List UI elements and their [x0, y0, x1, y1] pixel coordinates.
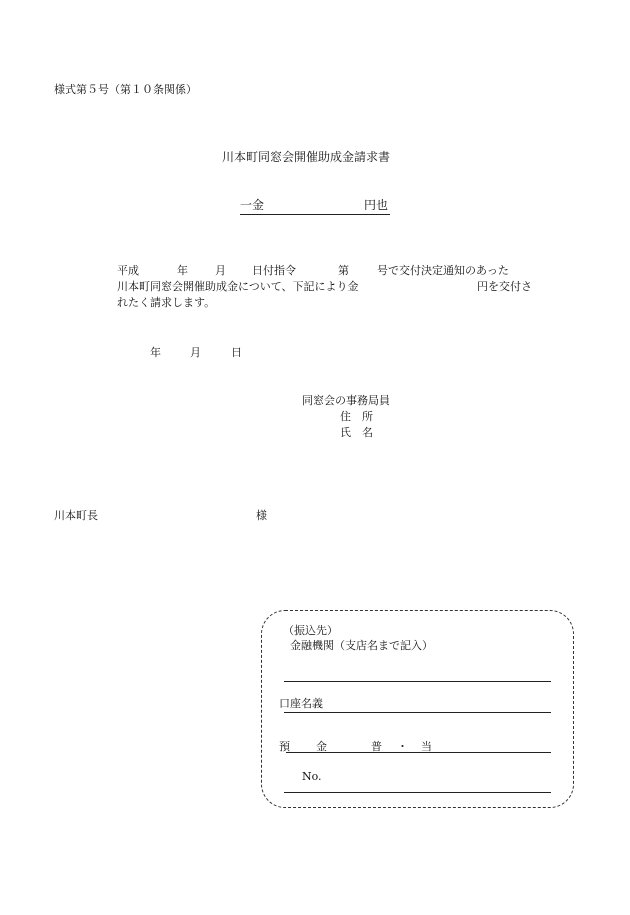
- deposit-label: 預: [279, 740, 290, 753]
- date-day: 日: [231, 346, 242, 359]
- bank-label: 金融機関（支店名まで記入）: [290, 639, 433, 652]
- era-label: 平成: [117, 264, 139, 277]
- deposit-line: [286, 752, 551, 753]
- year-label: 年: [177, 264, 188, 277]
- futsu-label: 普: [371, 740, 382, 753]
- amount-prefix: 一金: [240, 198, 265, 212]
- applicant-organization: 同窓会の事務局員: [302, 394, 390, 407]
- transfer-heading: （振込先）: [283, 624, 338, 637]
- notice-text: 号で交付決定通知のあった: [377, 264, 509, 277]
- applicant-address-label: 住 所: [340, 410, 373, 423]
- form-number: 様式第５号（第１０条関係）: [54, 83, 197, 96]
- date-year: 年: [150, 346, 161, 359]
- addressee-honorific: 様: [256, 509, 267, 522]
- account-holder-line: [284, 712, 551, 713]
- amount-suffix: 円也: [364, 198, 389, 212]
- body-line-3: れたく請求します。: [117, 296, 216, 309]
- number-prefix: 第: [338, 264, 349, 277]
- month-label: 月: [215, 264, 226, 277]
- bank-line: [284, 681, 551, 682]
- amount-line: [240, 198, 390, 215]
- directive-label: 日付指令: [252, 264, 296, 277]
- addressee-title: 川本町長: [54, 509, 98, 522]
- body-line-2: 川本町同窓会開催助成金について、下記により金: [117, 280, 359, 293]
- account-number-line: [284, 792, 551, 793]
- separator-dot: ・: [397, 740, 408, 753]
- toza-label: 当: [421, 740, 432, 753]
- applicant-name-label: 氏 名: [340, 426, 373, 439]
- account-holder-label: 口座名義: [279, 697, 323, 710]
- account-number-label: No.: [302, 770, 322, 783]
- body-line-2-end: 円を交付さ: [477, 280, 532, 293]
- document-title: 川本町同窓会開催助成金請求書: [222, 150, 391, 164]
- deposit-kin-label: 金: [316, 740, 327, 753]
- date-month: 月: [190, 346, 201, 359]
